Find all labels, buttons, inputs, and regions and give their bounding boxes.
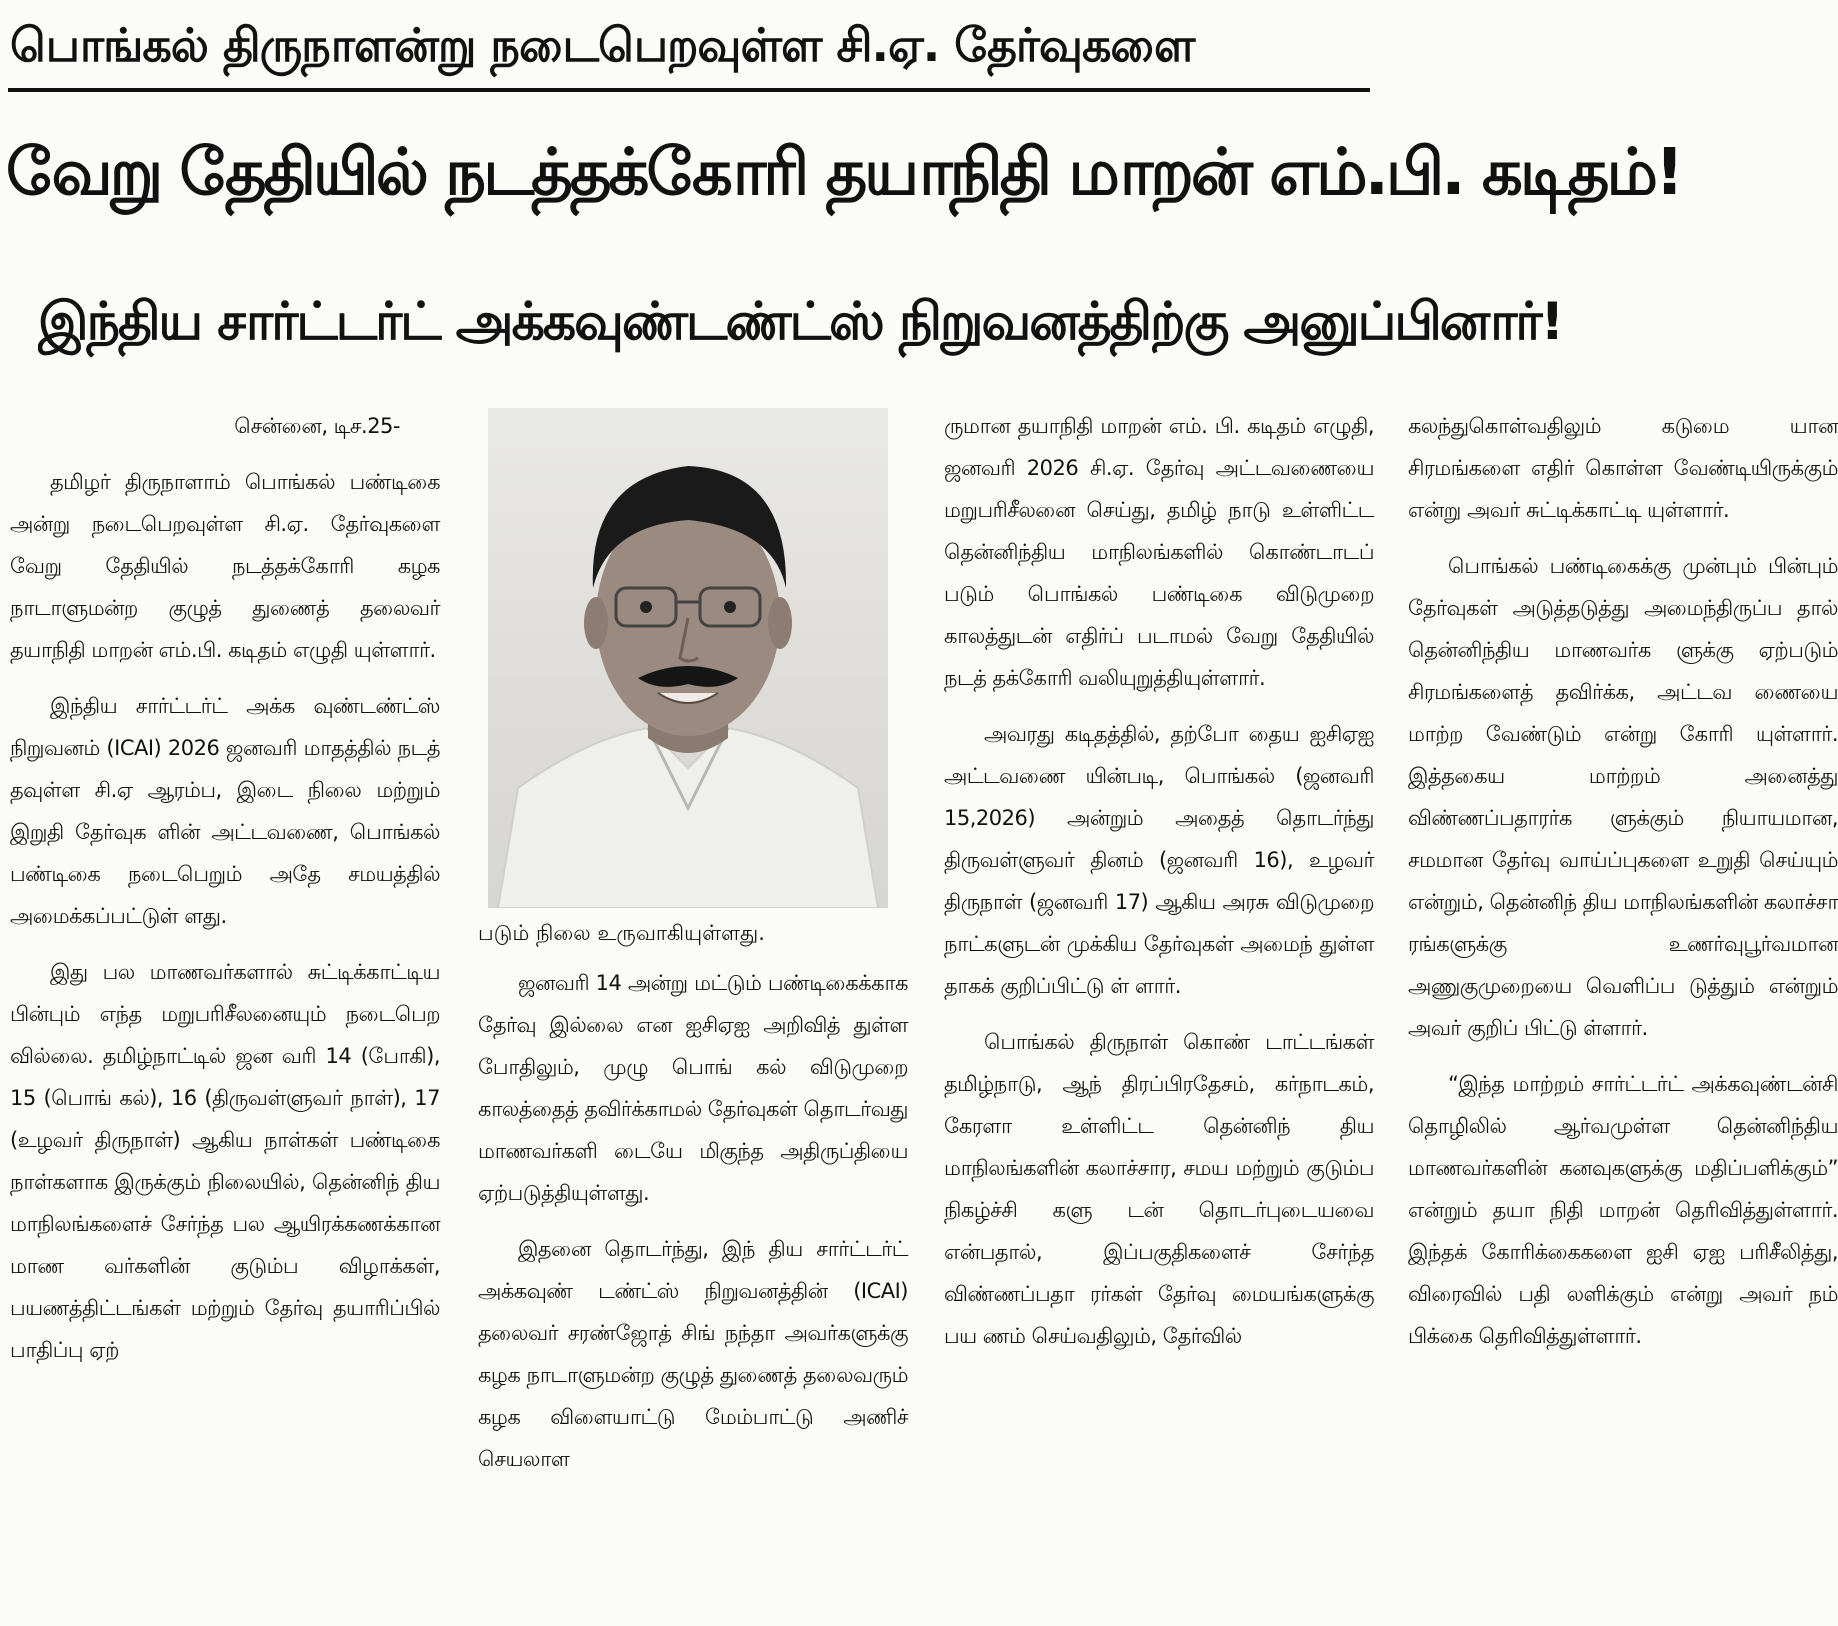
dateline: சென்னை, டிச.25- xyxy=(234,414,400,438)
paragraph: இதனை தொடர்ந்து, இந் திய சார்ட்டர்ட் அக்கவுண் டண்ட்ஸ் நிறுவனத்தின் (ICAI) தலைவர் சரண்ஜோத் சிங் நந்தா அவர்களுக்கு கழக நாடாளுமன்ற குழுத் துணைத் தலைவரும் கழக விளையாட்டு மேம்பாட்டு அணிச் செயலாள xyxy=(478,1237,908,1471)
kicker-underline xyxy=(8,88,1370,92)
paragraph: கலந்துகொள்வதிலும் கடுமை யான சிரமங்களை எதிர் கொள்ள வேண்டியிருக்கும் என்று அவர் சுட்டிக்காட்டி யுள்ளார். xyxy=(1408,414,1838,522)
paragraph: ருமான தயாநிதி மாறன் எம். பி. கடிதம் எழுதி, ஜனவரி 2026 சி.ஏ. தேர்வு அட்டவணையை மறுபரிசீலனை செய்து, தமிழ் நாடு உள்ளிட்ட தென்னிந்திய மாநிலங்களில் கொண்டாடப் படும் பொங்கல் பண்டிகை விடுமுறை காலத்துடன் எதிர்ப் படாமல் வேறு தேதியில் நடத் தக்கோரி வலியுறுத்தியுள்ளார். xyxy=(944,414,1374,690)
paragraph: இது பல மாணவர்களால் சுட்டிக்காட்டிய பின்பும் எந்த மறுபரிசீலனையும் நடைபெற வில்லை. தமிழ்நாட்டில் ஜன வரி 14 (போகி), 15 (பொங் கல்), 16 (திருவள்ளுவர் நாள்), 17 (உழவர் திருநாள்) ஆகிய நாள்கள் பண்டிகை நாள்களாக இருக்கும் நிலையில், தென்னிந் திய மாநிலங்களைச் சேர்ந்த பல ஆயிரக்கணக்கான மாண வர்களின் குடும்ப விழாக்கள், பயணத்திட்டங்கள் மற்றும் தேர்வு தயாரிப்பில் பாதிப்பு ஏற் xyxy=(10,960,440,1362)
paragraph: தமிழர் திருநாளாம் பொங்கல் பண்டிகை அன்று நடைபெறவுள்ள சி.ஏ. தேர்வுகளை வேறு தேதியில் நடத்தக்கோரி கழக நாடாளுமன்ற குழுத் துணைத் தலைவர் தயாநிதி மாறன் எம்.பி. கடிதம் எழுதி யுள்ளார். xyxy=(10,470,440,662)
paragraph: பொங்கல் திருநாள் கொண் டாட்டங்கள் தமிழ்நாடு, ஆந் திரப்பிரதேசம், கர்நாடகம், கேரளா உள்ளிட்ட தென்னிந் திய மாநிலங்களின் கலாச்சார, சமய மற்றும் குடும்ப நிகழ்ச்சி களு டன் தொடர்புடையவை என்பதால், இப்பகுதிகளைச் சேர்ந்த விண்ணப்பதா ரர்கள் தேர்வு மையங்களுக்கு பய ணம் செய்வதிலும், தேர்வில் xyxy=(944,1030,1374,1348)
portrait-photo xyxy=(488,408,888,908)
main-headline: வேறு தேதியில் நடத்தக்கோரி தயாநிதி மாறன் எம்.பி. கடிதம்! xyxy=(6,136,1682,210)
paragraph: “இந்த மாற்றம் சார்ட்டர்ட் அக்கவுண்டன்சி தொழிலில் ஆர்வமுள்ள தென்னிந்திய மாணவர்களின் கனவுகளுக்கு மதிப்பளிக்கும்” என்றும் தயா நிதி மாறன் தெரிவித்துள்ளார். இந்தக் கோரிக்கைகளை ஐசி ஏஐ பரிசீலித்து, விரைவில் பதி லளிக்கும் என்று அவர் நம் பிக்கை தெரிவித்துள்ளார். xyxy=(1408,1072,1838,1348)
paragraph: பொங்கல் பண்டிகைக்கு முன்பும் பின்பும் தேர்வுகள் அடுத்தடுத்து அமைந்திருப்ப தால் தென்னிந்திய மாணவர்க ளுக்கு ஏற்படும் சிரமங்களைத் தவிர்க்க, அட்டவ ணையை மாற்ற வேண்டும் என்று கோரி யுள்ளார். இத்தகைய மாற்றம் அனைத்து விண்ணப்பதாரர்க ளுக்கும் நியாயமான, சமமான தேர்வு வாய்ப்புகளை உறுதி செய்யும் என்றும், தென்னிந் திய மாநிலங்களின் கலாச்சா ரங்களுக்கு உணர்வுபூர்வமான அணுகுமுறையை வெளிப்ப டுத்தும் என்றும் அவர் குறிப் பிட்டு ள்ளார். xyxy=(1408,554,1838,1040)
paragraph: ஜனவரி 14 அன்று மட்டும் பண்டிகைக்காக தேர்வு இல்லை என ஐசிஏஐ அறிவித் துள்ள போதிலும், முழு பொங் கல் விடுமுறை காலத்தைத் தவிர்க்காமல் தேர்வுகள் தொடர்வது மாணவர்களி டையே மிகுந்த அதிருப்தியை ஏற்படுத்தியுள்ளது. xyxy=(478,971,909,1205)
article-column-3 xyxy=(944,405,1374,1357)
portrait-illustration xyxy=(488,408,888,908)
article-column-4 xyxy=(1408,405,1838,1357)
article-column-1 xyxy=(10,405,440,1371)
sub-headline: இந்திய சார்ட்டர்ட் அக்கவுண்டண்ட்ஸ் நிறுவனத்திற்கு அனுப்பினார்! xyxy=(38,292,1563,352)
article-column-2 xyxy=(478,962,908,1480)
paragraph: இந்திய சார்ட்டர்ட் அக்க வுண்டண்ட்ஸ் நிறுவனம் (ICAI) 2026 ஜனவரி மாதத்தில் நடத் தவுள்ள சி.ஏ ஆரம்ப, இடை நிலை மற்றும் இறுதி தேர்வுக ளின் அட்டவணை, பொங்கல் பண்டிகை நடைபெறும் அதே சமயத்தில் அமைக்கப்பட்டுள் ளது. xyxy=(10,694,440,928)
paragraph: அவரது கடிதத்தில், தற்போ தைய ஐசிஏஐ அட்டவணை யின்படி, பொங்கல் (ஜனவரி 15,2026) அன்றும் அதைத் தொடர்ந்து திருவள்ளுவர் தினம் (ஜனவரி 16), உழவர் திருநாள் (ஜனவரி 17) ஆகிய அரசு விடுமுறை நாட்களுடன் முக்கிய தேர்வுகள் அமைந் துள்ள தாகக் குறிப்பிட்டு ள் ளார். xyxy=(944,722,1374,998)
photo-caption: படும் நிலை உருவாகியுள்ளது. xyxy=(478,921,765,945)
kicker-headline: பொங்கல் திருநாளன்று நடைபெறவுள்ள சி.ஏ. தேர்வுகளை xyxy=(10,18,1195,72)
